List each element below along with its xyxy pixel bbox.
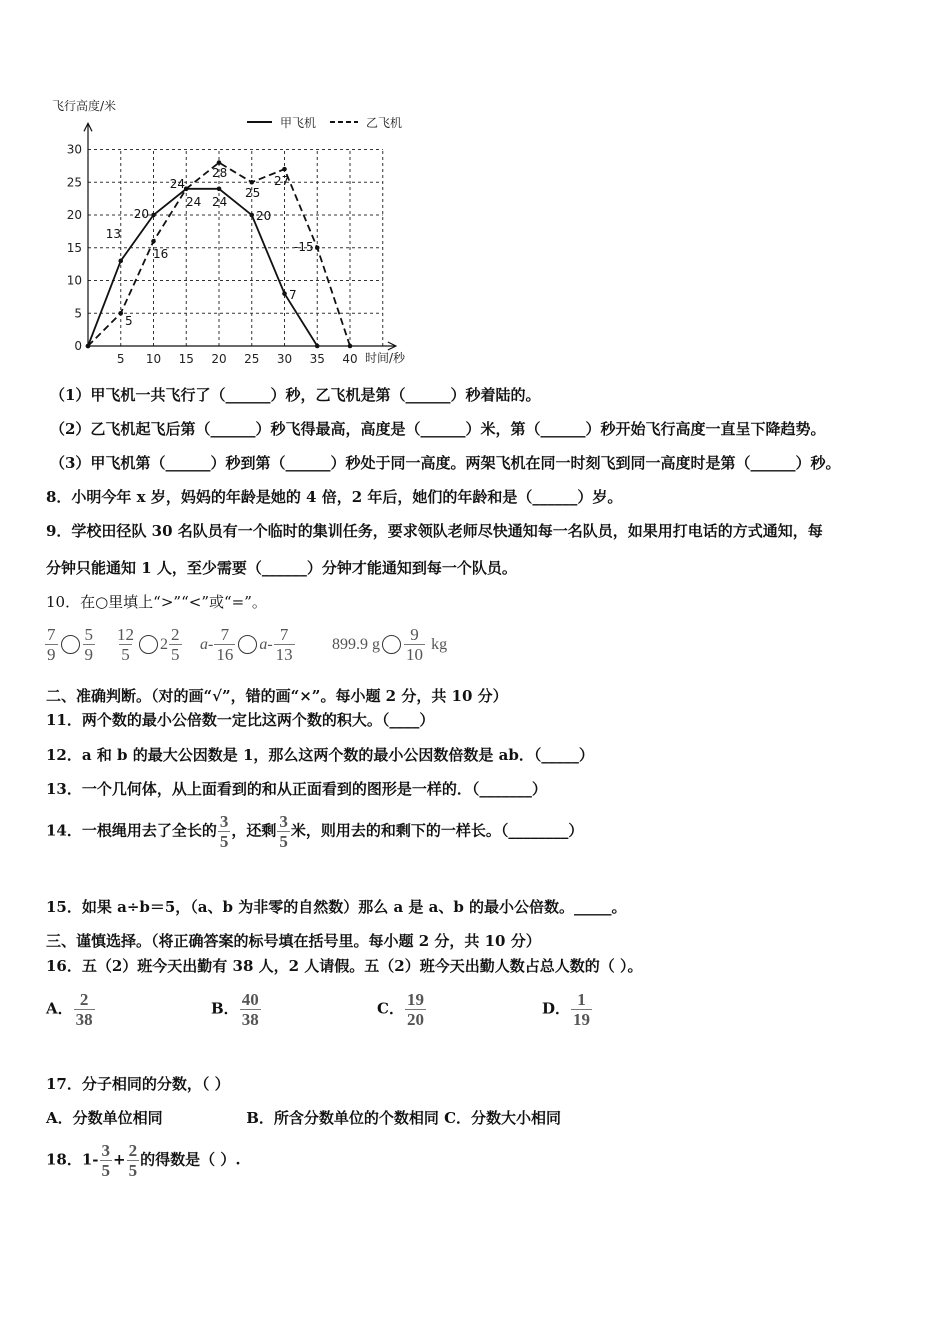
q7-sub3: （3）甲飞机第（______）秒到第（______）秒处于同一高度。两架飞机在同一时刻飞到同一高度时是第（______）秒。 — [50, 454, 841, 472]
q17-options: A．分数单位相同 B．所含分数单位的个数相同 C．分数大小相同 — [46, 1109, 562, 1127]
y-tick-label: 30 — [66, 142, 82, 157]
q10-compare-1 — [44, 625, 96, 664]
fraction: $\frac{2}{5}$ — [128, 1141, 138, 1180]
data-label: 20 — [133, 207, 149, 221]
data-point-jia — [249, 213, 254, 218]
data-label: -15 — [294, 240, 314, 254]
section-3-heading: 三、谨慎选择。（将正确答案的标号填在括号里。每小题 2 分，共 10 分） — [46, 932, 541, 950]
x-tick-label: 20 — [211, 352, 227, 366]
legend-label-jia: 甲飞机 — [280, 116, 317, 130]
x-tick-label: 40 — [342, 352, 358, 366]
series-line-jia — [88, 189, 317, 346]
q7-sub1: （1）甲飞机一共飞行了（______）秒，乙飞机是第（______）秒着陆的。 — [50, 386, 541, 404]
chart-data-labels — [106, 166, 314, 328]
q12: 12．a 和 b 的最大公因数是 1，那么这两个数的最小公因数倍数是 ab．（_____） — [46, 746, 594, 764]
q9-line2: 分钟只能通知 1 人，至少需要（______）分钟才能通知到每一个队员。 — [46, 559, 517, 577]
q11: 11．两个数的最小公倍数一定比这两个数的积大。（____） — [46, 711, 435, 729]
y-tick-label: 15 — [66, 240, 82, 255]
data-label: 7 — [289, 288, 297, 302]
data-point-jia — [282, 291, 287, 296]
y-tick-label: 5 — [74, 306, 82, 321]
q16-option-c[interactable]: C． $\frac{19}{20}$ — [377, 990, 424, 1029]
q16-stem: 16．五（2）班今天出勤有 38 人，2 人请假。五（2）班今天出勤人数占总人数的（ ）。 — [46, 957, 643, 975]
answer-circle-3[interactable] — [238, 635, 257, 654]
data-label: 5 — [125, 314, 133, 328]
x-axis-label: 时间/秒 — [365, 351, 406, 365]
data-point-jia — [315, 344, 320, 349]
data-point-yi — [118, 311, 123, 316]
y-tick-label: 25 — [66, 175, 82, 190]
q15: 15．如果 a÷b＝5，（a、b 为非零的自然数）那么 a 是 a、b 的最小公倍数。_____。 — [46, 898, 627, 916]
q10-compare-4: 899.9 g $\frac{9}{10}$ kg — [332, 625, 448, 664]
legend-label-yi: 乙飞机 — [366, 116, 403, 130]
section-2-heading: 二、准确判断。（对的画“√”，错的画“×”。每小题 2 分，共 10 分） — [46, 687, 508, 705]
q10-title: 10．在○里填上“>”“<”或“=”。 — [46, 593, 267, 611]
x-tick-label: 5 — [116, 352, 125, 366]
q16-option-b[interactable]: B． $\frac{40}{38}$ — [211, 990, 259, 1029]
data-point-yi — [86, 344, 91, 349]
data-point-yi — [249, 180, 254, 185]
data-label: 28 — [212, 166, 228, 180]
data-label: 24 — [186, 195, 202, 209]
x-tick-label: 25 — [244, 352, 260, 366]
q7-sub2: （2）乙飞机起飞后第（______）秒飞得最高，高度是（______）米，第（______）秒开始飞行高度一直呈下降趋势。 — [50, 420, 826, 438]
fraction: $\frac{3}{5}$ — [279, 812, 288, 851]
q16-option-a[interactable]: A． $\frac{2}{38}$ — [46, 990, 93, 1029]
fraction: $\frac{9}{10}$ — [406, 625, 423, 664]
y-tick-label: 20 — [66, 208, 82, 222]
q10-compare-3: a- $\frac{7}{16}$ a- $\frac{7}{13}$ — [200, 625, 293, 664]
y-tick-label: 10 — [66, 273, 82, 288]
data-point-jia — [217, 187, 222, 192]
fraction: $\frac{2}{38}$ — [75, 990, 93, 1029]
q9-line1: 9．学校田径队 30 名队员有一个临时的集训任务，要求领队老师尽快通知每一名队员，如果用打电话的方式通知，每 — [46, 522, 823, 540]
fraction: $\frac{12}{5}$ — [117, 625, 134, 664]
data-point-yi — [217, 160, 222, 165]
q18: 18．1- $\frac{3}{5}$ + $\frac{2}{5}$ 的得数是（ ）. — [46, 1141, 241, 1180]
q10-compare-2: $\frac{12}{5}$ 2 $\frac{2}{5}$ — [117, 625, 180, 664]
q16-option-d[interactable]: D． $\frac{1}{19}$ — [542, 990, 591, 1029]
answer-circle-1[interactable] — [61, 635, 80, 654]
data-point-jia — [118, 259, 123, 264]
x-tick-label: 35 — [309, 352, 325, 366]
data-label: 13 — [105, 227, 121, 241]
data-point-jia — [151, 213, 156, 218]
q13: 13．一个几何体，从上面看到的和从正面看到的图形是一样的．（_______） — [46, 780, 547, 798]
y-axis-label: 飞行高度/米 — [52, 99, 117, 113]
q8: 8．小明今年 x 岁，妈妈的年龄是她的 4 倍，2 年后，她们的年龄和是（______）岁。 — [46, 488, 623, 506]
q17-stem: 17．分子相同的分数，（ ） — [46, 1075, 230, 1093]
fraction: $\frac{19}{20}$ — [406, 990, 424, 1029]
flight-height-chart — [40, 92, 440, 372]
q14: 14．一根绳用去了全长的 $\frac{3}{5}$ ，还剩 $\frac{3}{5}$ 米，则用去的和剩下的一样长。（________） — [46, 812, 584, 851]
data-point-yi — [151, 239, 156, 244]
x-tick-label: 10 — [145, 352, 162, 366]
answer-circle-2[interactable] — [139, 635, 158, 654]
y-tick-label: 0 — [74, 339, 82, 353]
data-label: 24 — [169, 177, 185, 191]
fraction: $\frac{3}{5}$ — [219, 812, 229, 851]
data-label: 24 — [212, 195, 228, 209]
fraction: $\frac{3}{5}$ — [101, 1141, 111, 1180]
fraction: $\frac{7}{9}$ — [47, 625, 56, 664]
data-point-yi — [348, 344, 353, 349]
data-label: 16 — [153, 247, 169, 261]
answer-circle-4[interactable] — [382, 635, 401, 654]
fraction: $\frac{40}{38}$ — [241, 990, 259, 1029]
data-label: 25 — [245, 186, 261, 200]
x-tick-label: 30 — [276, 352, 293, 366]
data-point-yi — [282, 167, 287, 172]
chart-legend — [247, 115, 402, 130]
data-point-yi — [315, 245, 320, 250]
fraction: $\frac{1}{19}$ — [573, 990, 591, 1029]
fraction: $\frac{7}{13}$ — [275, 625, 293, 664]
fraction: $\frac{2}{5}$ — [171, 625, 180, 664]
data-label: 20 — [256, 209, 272, 223]
chart-axes — [67, 123, 396, 366]
x-tick-label: 15 — [178, 352, 194, 366]
fraction: $\frac{7}{16}$ — [216, 625, 234, 664]
data-label: 27 — [274, 174, 290, 188]
fraction: $\frac{5}{9}$ — [84, 625, 93, 664]
